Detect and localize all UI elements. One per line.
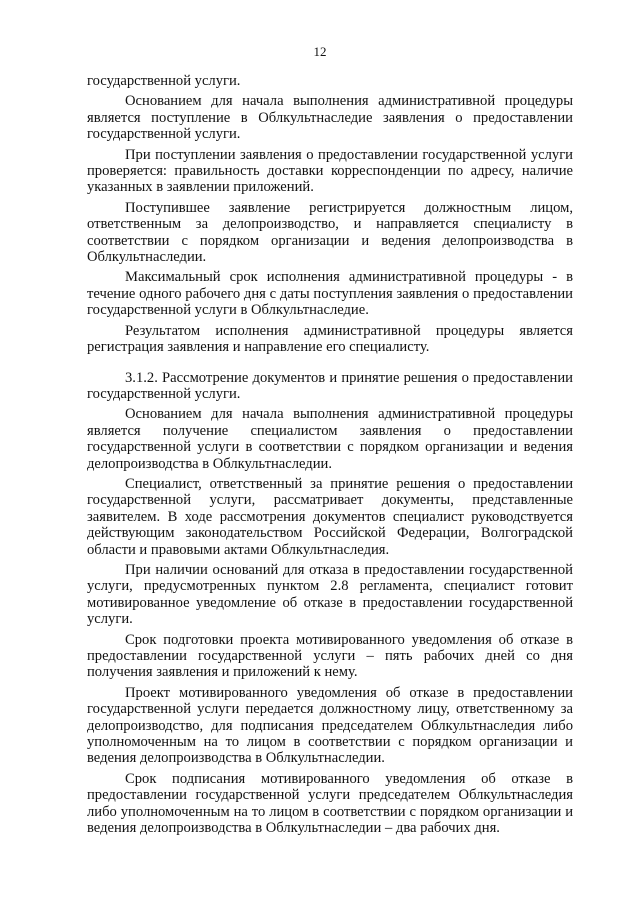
paragraph: Основанием для начала выполнения административной процедуры является получение специалистом заявления о предоставлении государственной услуги в соответствии с порядком организации и ведения делопроизводства в Облкультнаследии.	[87, 406, 573, 472]
paragraph: государственной услуги.	[87, 73, 241, 89]
document-body	[87, 73, 573, 840]
paragraph: Максимальный срок исполнения административной процедуры - в течение одного рабочего дня с даты поступления заявления о предоставлении государственной услуги в Облкультнаследие.	[87, 269, 573, 319]
paragraph: Срок подписания мотивированного уведомления об отказе в предоставлении государственной услуги председателем Облкультнаследия либо уполномоченным на то лицом в соответствии с порядком организации и ведения делопроизводства в Облкультнаследии – два рабочих дня.	[87, 770, 573, 837]
paragraph: При наличии оснований для отказа в предоставлении государственной услуги, предусмотренных пунктом 2.8 регламента, специалист готовит мотивированное уведомление об отказе в предоставлении государственной услуги.	[87, 561, 573, 628]
paragraph: При поступлении заявления о предоставлении государственной услуги проверяется: правильность доставки корреспонденции по адресу, наличие указанных в заявлении приложений.	[87, 146, 573, 196]
section-heading: 3.1.2. Рассмотрение документов и принятие решения о предоставлении государственной услуги.	[87, 369, 573, 402]
paragraph: Результатом исполнения административной процедуры является регистрация заявления и направление его специалисту.	[87, 322, 573, 356]
paragraph: Проект мотивированного уведомления об отказе в предоставлении государственной услуги передается должностному лицу, ответственному за делопроизводство, для подписания председателем Облкультнаследия либо уполномоченным на то лицом в соответствии с порядком организации и ведения делопроизводства в Облкультнаследии.	[87, 684, 573, 767]
paragraph: Специалист, ответственный за принятие решения о предоставлении государственной услуги, рассматривает документы, представленные заявителем. В ходе рассмотрения документов специалист руководствуется действующим законодательством Российской Федерации, Волгоградской области и правовыми актами Облкультнаследия.	[87, 475, 573, 558]
paragraph: Срок подготовки проекта мотивированного уведомления об отказе в предоставлении государственной услуги – пять рабочих дней со дня получения заявления и приложений к нему.	[87, 631, 573, 681]
paragraph: Поступившее заявление регистрируется должностным лицом, ответственным за делопроизводство, и направляется специалисту в соответствии с порядком организации и ведения делопроизводства в Облкультнаследии.	[87, 199, 573, 266]
page-number: 12	[313, 44, 327, 59]
paragraph: Основанием для начала выполнения административной процедуры является поступление в Облкультнаследие заявления о предоставлении государственной услуги.	[87, 93, 573, 143]
